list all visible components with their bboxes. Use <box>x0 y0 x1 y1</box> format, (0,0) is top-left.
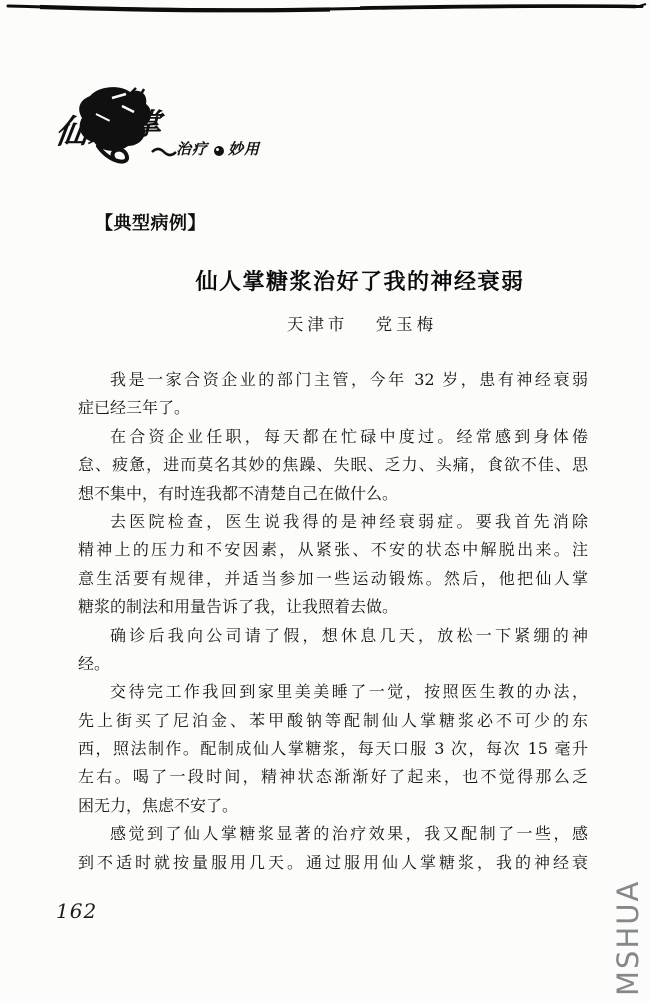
text-line: 糖浆的制法和用量告诉了我，让我照着去做。 <box>78 597 399 617</box>
byline-location: 天津市 <box>286 315 349 334</box>
text-line: 精神上的压力和不安因素，从紧张、不安的状态中解脱出来。注 <box>78 540 588 560</box>
text-line: 到不适时就按量服用几天。通过服用仙人掌糖浆，我的神经衰 <box>78 852 588 872</box>
logo-char-ren: 人 <box>86 110 126 149</box>
article-byline <box>78 311 586 335</box>
book-logo <box>52 84 277 179</box>
text-line: 症已经三年了。 <box>78 398 191 418</box>
text-line: 感觉到了仙人掌糖浆显著的治疗效果，我又配制了一些，感 <box>110 824 588 844</box>
text-line: 在合资企业任职，每天都在忙碌中度过。经常感到身体倦 <box>110 426 588 446</box>
watermark: MSHUA <box>611 879 645 996</box>
text-line: 交待完工作我回到家里美美睡了一觉，按照医生教的办法， <box>110 682 588 702</box>
scan-edge-artifact <box>0 0 651 14</box>
logo-subtitle-suffix: 妙用 <box>228 140 261 158</box>
byline-author: 党玉梅 <box>375 315 438 334</box>
text-line: 怠、疲惫，进而莫名其妙的焦躁、失眠、乏力、头痛，食欲不佳、思 <box>78 455 588 475</box>
logo-subtitle-dot-icon <box>214 146 224 156</box>
text-line: 左右。喝了一段时间，精神状态渐渐好了起来，也不觉得那么乏 <box>78 767 588 787</box>
article-title: 仙人掌糖浆治好了我的神经衰弱 <box>195 270 525 295</box>
text-line: 困无力，焦虑不安了。 <box>78 795 239 815</box>
text-line: 去医院检查，医生说我得的是神经衰弱症。要我首先消除 <box>110 511 588 531</box>
section-label: 【典型病例】 <box>95 213 206 234</box>
text-line: 西，照法制作。配制成仙人掌糖浆，每天口服 3 次，每次 15 毫升 <box>78 739 588 759</box>
logo-char-xian: 仙 <box>52 112 92 151</box>
logo-subtitle-prefix: 治疗 <box>176 140 209 158</box>
scan-line-graphic <box>0 1 651 15</box>
text-line: 经。 <box>78 653 111 673</box>
logo-char-zhang: 掌 <box>132 107 162 141</box>
body-text <box>78 366 588 877</box>
text-line: 我是一家合资企业的部门主管，今年 32 岁，患有神经衰弱 <box>110 370 588 389</box>
page-number: 162 <box>56 899 98 923</box>
text-line: 意生活要有规律，并适当参加一些运动锻炼。然后，他把仙人掌 <box>78 568 588 588</box>
text-line: 先上街买了尼泊金、苯甲酸钠等配制仙人掌糖浆必不可少的东 <box>78 710 588 730</box>
text-line: 确诊后我向公司请了假，想休息几天，放松一下紧绷的神 <box>110 625 588 645</box>
text-line: 想不集中，有时连我都不清楚自己在做什么。 <box>78 483 399 503</box>
